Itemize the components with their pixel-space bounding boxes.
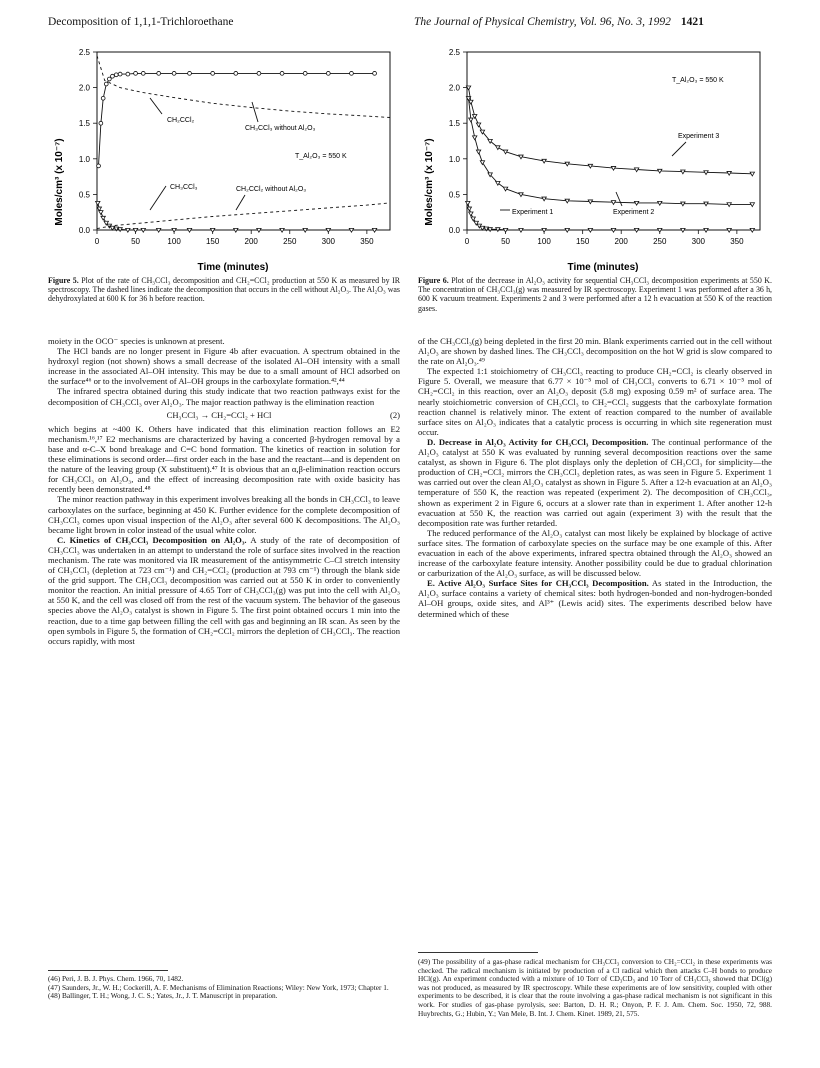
fig5-label-temp: T_Al₂O₃ = 550 K (295, 153, 347, 160)
section-d-body: The continual performance of the Al₂O₃ catalyst at 550 K was evaluated by running several decomposition reactions over the same catalyst, as shown in Figure 6. The plot displays only the depletion of CH₃CCl₃ for simplicity—the production of CH₂=CCl₂ mirrors the CH₃CCl₃ depletion rates, as was seen in Figure 5. Experiment 1 was carried out over the clean Al₂O₃ catalyst as shown in Figure 5. After a 12-h evacuation at an Al₂O₃ temperature of 550 K, the reaction was repeated (experiment 2). The decomposition of CH₃CCl₃, shown as experiment 2 in Figure 6, occurs at a slower rate than in experiment 1. After another 12-h evacuation at 550 K, the reaction was carried out again (experiment 3) with the result that the decomposition rate was further retarded. (418, 436, 772, 528)
section-e-heading: E. Active Al₂O₃ Surface Sites for CH₃CCl₃ Decomposition. (427, 578, 649, 589)
page-number: 1421 (680, 16, 704, 28)
fig6-series-1-line (469, 98, 753, 204)
fig6-series-0-point (658, 228, 662, 232)
fig6-series-0-point (634, 228, 638, 232)
fig5-series-0-point (111, 74, 115, 78)
fig6-label-exp1: Experiment 1 (512, 209, 554, 216)
fig6-x-tick-label: 0 (464, 237, 470, 246)
fig5-series-1-point (99, 211, 103, 215)
fig6-series-1-point (727, 203, 731, 207)
fig6-xlabel: Time (minutes) (567, 262, 639, 273)
fig5-series-1-point (126, 228, 130, 232)
fig5-series-0-point (350, 71, 354, 75)
fig6-series-2-point (611, 166, 615, 170)
fig5-series-1-point (349, 228, 353, 232)
fig6-series-1-point (750, 203, 754, 207)
fig5-series-0-point (97, 164, 101, 168)
fig6-x-tick-label: 250 (653, 237, 667, 246)
fig5-series-1-line (98, 203, 375, 230)
fig5-series-1-point (187, 228, 191, 232)
fig6-series-2-point (519, 155, 523, 159)
fig6-x-tick-label: 200 (614, 237, 628, 246)
fig5-series-0-point (114, 73, 118, 77)
right-paragraph-1: of the CH₃CCl₃(g) being depleted in the first 20 min. Blank experiments carried out in the cell without Al₂O₃ are shown by dashed lines. The CH₃CCl₃ decomposition on the hot W grid is slow compared to the rate on Al₂O₃.⁴⁹ (418, 336, 772, 367)
section-e (418, 578, 772, 618)
fig5-series-1-point (280, 228, 284, 232)
fig6-series-1-point (469, 118, 473, 122)
fig5-x-tick-label: 350 (360, 237, 374, 246)
fig5-series-0-point (188, 71, 192, 75)
fig5-series-0-point (107, 77, 111, 81)
section-e-body: As stated in the Introduction, the Al₂O₃ surface contains a variety of chemical sites: both hydrogen-bonded and non-hydrogen-bonded Al–OH groups, oxide sites, and Al³⁺ (Lewis acid) sites. The experiments described below have determined which of these (418, 578, 772, 619)
fig5-y-tick-label: 0.5 (78, 190, 90, 200)
left-paragraph-5: The minor reaction pathway in this experiment involves breaking all the bonds in CH₃CCl₃ to leave carboxylates on the surface, beginning at 450 K. Further evidence for the complete decomposition of CH₃CCl₃ comes upon visual inspection of the Al₂O₃ after several 600 K decompositions. The Al₂O₃ became light brown in color instead of the usual white color. (48, 494, 400, 535)
fig5-y-tick-label: 1.0 (78, 154, 90, 164)
fig6-series-2-point (542, 159, 546, 163)
fig5-series-0-point (326, 71, 330, 75)
fig6-series-1-point (681, 202, 685, 206)
fig5-series-0-point (126, 72, 130, 76)
fig6-x-tick-label: 300 (691, 237, 705, 246)
fig6-series-0-point (496, 228, 500, 232)
fig6-series-0-point (469, 212, 473, 216)
footnote-48: (48) Ballinger, T. H.; Wong, J. C. S.; Yates, Jr., J. T. Manuscript in preparation. (48, 991, 278, 1001)
fig5-label-ch2ccl2-without: CH₂CCl₂ without Al₂O₃ (236, 186, 307, 193)
journal-citation: The Journal of Physical Chemistry, Vol. 96, No. 3, 1992 (414, 16, 671, 28)
fig5-caption-text: Plot of the rate of CH₃CCl₃ decomposition and CH₂=CCl₂ production at 550 K as measured by IR spectroscopy. The dashed lines indicate the decomposition that occurs in the cell without Al₂O₃. The Al₂O₃ was dehydroxylated at 600 K for 36 h before reaction. (48, 276, 401, 304)
left-paragraph-2: The HCl bands are no longer present in Figure 4b after evacuation. A spectrum obtained in the hydroxyl region (not shown) shows a small decrease of the isolated Al–OH intensity with a small increase in the associated Al–OH intensity. This may be due to a small amount of HCl adsorbed on the surface⁴⁶ or to the involvement of Al–OH groups in the carboxylate formation.⁴²,⁴⁴ (48, 346, 400, 387)
fig6-caption-text: Plot of the decrease in Al₂O₃ activity for sequential CH₃CCl₃ decomposition experiments at 550 K. The concentration of CH₃CCl₃(g) was measured by IR spectroscopy. Experiment 1 was performed after a 36 h, 600 K vacuum treatment. Experiments 2 and 3 were performed after a 12 h evacuation at 550 K of the reaction gases. (418, 276, 772, 313)
figure-5-chart (40, 42, 400, 277)
fig5-x-tick-label: 300 (321, 237, 335, 246)
footnotes-right (418, 958, 772, 1018)
fig6-series-2-point (750, 172, 754, 176)
fig6-arrow-exp2 (616, 192, 622, 206)
fig5-series-0-point (101, 96, 105, 100)
fig5-arrow-ch2ccl2-without (236, 195, 245, 210)
fig5-arrow-ch3ccl3 (150, 186, 166, 210)
section-c (48, 535, 400, 646)
right-paragraph-2: The expected 1:1 stoichiometry of CH₃CCl₃ reacting to produce CH₂=CCl₂ is clearly observed in Figure 5. Overall, we measure that 6.77 × 10⁻⁵ mol of CH₃CCl₃ converts to 6.71 × 10⁻⁵ mol of CH₂=CCl₂ in this reaction, over an Al₂O₃ deposit (5.8 mg) exposing 0.59 m² of surface area. The nearly stoichiometric conversion of CH₃CCl₃ to CH₂=CCl₂ suggests that the carboxylate formation reaction channel is relatively minor. The extent of reaction compared to the number of available surface sites on Al₂O₃ indicates that a catalytic process is occurring in which site regeneration must occur. (418, 366, 772, 437)
running-header-title: Decomposition of 1,1,1-Trichloroethane (48, 16, 234, 28)
fig6-series-0-point (611, 228, 615, 232)
fig6-series-2-point (476, 123, 480, 127)
fig5-plot-frame (97, 52, 390, 230)
fig5-y-tick-label: 2.5 (78, 48, 90, 57)
fig6-x-tick-label: 350 (730, 237, 744, 246)
fig5-ylabel: Moles/cm³ (x 10⁻⁷) (54, 138, 65, 226)
footnotes-left (48, 975, 400, 1001)
right-paragraph-3: The reduced performance of the Al₂O₃ catalyst can most likely be explained by blockage of active surface sites. The formation of carboxylate species on the surface may be one example of this. After evacuation in each of the above experiments, infrared spectra obtained through the Al₂O₃ showed an increase of the carboxylate feature intensity. Another possibility could be due to gradual chlorination or carburization of the Al₂O₃ surface, as will be discussed below. (418, 527, 772, 579)
fig5-series-0-point (257, 71, 261, 75)
fig6-series-0-point (681, 228, 685, 232)
fig5-x-tick-label: 50 (131, 237, 141, 246)
fig5-caption-label: Figure 5. (48, 276, 79, 285)
journal-header (414, 16, 704, 28)
left-paragraph-1: moiety in the OCO⁻ species is unknown at present. (48, 336, 225, 346)
fig6-y-tick-label: 0.0 (448, 226, 460, 235)
left-text-column (48, 336, 400, 646)
fig5-series-0-point (172, 71, 176, 75)
fig6-series-1-point (480, 161, 484, 165)
fig5-arrow-ch3ccl3-without (252, 102, 258, 122)
fig6-series-0-point (467, 207, 471, 211)
fig6-series-2-point (496, 146, 500, 150)
fig6-y-tick-label: 1.0 (448, 154, 460, 164)
fig5-series-1-point (141, 228, 145, 232)
fig5-series-0-point (134, 71, 138, 75)
fig6-arrow-exp3 (672, 142, 686, 156)
fig5-x-tick-label: 200 (244, 237, 258, 246)
fig5-arrow-ch2ccl2 (150, 98, 162, 114)
fig5-series-1-point (133, 228, 137, 232)
footnote-47: (47) Saunders, Jr., W. H.; Cockerill, A. F. Mechanisms of Elimination Reactions; Wiley: New York, 1973; Chapter 1. (48, 982, 389, 992)
section-d (418, 437, 772, 528)
footnote-rule-right (418, 952, 538, 953)
fig6-series-0-point (704, 228, 708, 232)
fig5-series-1-point (257, 228, 261, 232)
fig6-y-tick-label: 2.5 (448, 48, 460, 57)
fig6-series-2-point (727, 171, 731, 175)
fig6-series-2-point (588, 164, 592, 168)
fig6-series-2-point (704, 171, 708, 175)
fig5-series-1-point (210, 228, 214, 232)
footnote-49: (49) The possibility of a gas-phase radical mechanism for CH₃CCl₃ conversion to CH₂=CCl₂ in these experiments was checked. The radical mechanism is initiated by production of a Cl radical which then attacks C–H bonds to produce HCl(g). An experiment conducted with a mixture of 10 Torr of CD₃CD₃ and 10 Torr of CH₃CCl₃ showed that DCl(g) was not produced, as measured by IR spectroscopy. While these experiments are of low sensitivity, coupled with other experiments to be described, it is clear that the route involving a gas-phase radical mechanism is not significant in this work. For studies of gas-phase pyrolysis, see: Barton, D. H. R.; Onyon, P. F. J. Am. Chem. Soc. 1950, 72, 988. Huybrechts, G.; Hubin, Y.; Van Mele, B. Int. J. Chem. Kinet. 1989, 21, 575. (418, 957, 772, 1018)
fig6-series-0-point (588, 228, 592, 232)
fig6-series-1-point (565, 199, 569, 203)
fig6-series-1-point (634, 201, 638, 205)
fig6-series-1-point (542, 197, 546, 201)
fig6-series-1-point (519, 193, 523, 197)
fig6-label-temp: T_Al₂O₃ = 550 K (672, 77, 724, 84)
left-paragraph-3: The infrared spectra obtained during this study indicate that two reaction pathways exist for the decomposition of CH₃CCl₃ over Al₂O₃. The major reaction pathway is the elimination reaction (48, 386, 400, 407)
fig6-series-2-point (503, 150, 507, 154)
fig6-y-tick-label: 1.5 (448, 119, 460, 129)
fig5-series-0-point (118, 72, 122, 76)
fig6-series-0-point (750, 228, 754, 232)
fig5-y-tick-label: 2.0 (78, 83, 90, 93)
fig5-series-0-point (373, 71, 377, 75)
section-d-heading: D. Decrease in Al₂O₃ Activity for CH₃CCl₃ Decomposition. (427, 436, 649, 447)
fig5-series-0-point (99, 121, 103, 125)
fig6-series-0-point (466, 201, 470, 205)
left-paragraph-4: which begins at ~400 K. Others have indicated that this elimination reaction follows an E2 mechanism.¹⁶,¹⁷ E2 mechanisms are characterized by having a concerted β-hydrogen removal by a base and α-C–X bond breakage and C=C bond formation. The kinetics of reaction in solution for these eliminations is second order—first order each in the base and the reactant—and is dependent on the nature of the leaving group (X substituent).⁴⁷ It is obvious that an α,β-elimination reaction occurs for CH₃CCl₃ on Al₂O₃, and the effect of increasing decomposition rate with oxide basicity has recently been demonstrated.⁴⁸ (48, 423, 400, 495)
figure-5-caption (48, 276, 400, 304)
fig6-x-tick-label: 150 (575, 237, 590, 246)
section-c-heading: C. Kinetics of CH₃CCl₃ Decomposition on Al₂O₃. (57, 534, 247, 545)
fig5-series-1-point (96, 201, 100, 205)
fig5-series-0-point (141, 71, 145, 75)
fig5-series-1-point (326, 228, 330, 232)
figure-6-caption (418, 276, 772, 313)
fig6-series-0-line (468, 203, 753, 230)
footnote-rule-left (48, 970, 168, 971)
fig5-label-ch2ccl2: CH₂CCl₂ (167, 117, 195, 124)
fig5-series-0-point (234, 71, 238, 75)
fig6-series-1-point (611, 201, 615, 205)
fig5-x-tick-label: 100 (167, 237, 181, 246)
fig6-series-1-point (503, 187, 507, 191)
figure-6-chart (410, 42, 770, 277)
fig5-series-1-point (372, 228, 376, 232)
fig6-y-tick-label: 2.0 (448, 83, 460, 93)
equation-number: (2) (389, 409, 400, 420)
fig6-series-2-point (565, 162, 569, 166)
equation-text: CH₃CCl₃ → CH₂=CCl₂ + HCl (166, 409, 272, 420)
fig5-series-0-point (211, 71, 215, 75)
fig5-series-0-point (280, 71, 284, 75)
fig6-series-0-point (519, 228, 523, 232)
fig5-label-ch3ccl3: CH₃CCl₃ (170, 184, 198, 191)
fig5-series-3-line (97, 203, 390, 229)
fig6-series-1-point (588, 200, 592, 204)
fig5-x-tick-label: 250 (283, 237, 297, 246)
footnote-46: (46) Peri, J. B. J. Phys. Chem. 1966, 70, 1482. (48, 974, 184, 983)
fig6-series-2-point (681, 170, 685, 174)
fig6-series-1-point (658, 201, 662, 205)
fig6-label-exp3: Experiment 3 (678, 133, 720, 140)
fig5-series-0-point (303, 71, 307, 75)
fig5-series-1-point (172, 228, 176, 232)
fig6-series-2-point (658, 169, 662, 173)
equation-2 (48, 410, 400, 420)
fig5-y-tick-label: 1.5 (78, 119, 90, 129)
fig6-series-2-line (469, 88, 753, 174)
fig6-series-2-point (634, 168, 638, 172)
fig6-series-1-point (704, 202, 708, 206)
fig5-y-tick-label: 0.0 (78, 226, 90, 235)
fig6-y-tick-label: 0.5 (448, 190, 460, 200)
fig5-series-1-point (118, 228, 122, 232)
fig5-x-tick-label: 0 (94, 237, 100, 246)
fig5-series-1-point (156, 228, 160, 232)
fig5-series-2-line (97, 56, 390, 118)
fig6-series-0-point (488, 228, 492, 232)
fig5-xlabel: Time (minutes) (197, 262, 269, 273)
fig5-series-1-point (234, 228, 238, 232)
fig5-x-tick-label: 150 (205, 237, 220, 246)
fig6-ylabel: Moles/cm³ (x 10⁻⁷) (424, 138, 435, 226)
fig6-label-exp2: Experiment 2 (613, 209, 655, 216)
fig5-series-1-point (303, 228, 307, 232)
fig6-series-0-point (503, 228, 507, 232)
fig6-x-tick-label: 100 (537, 237, 551, 246)
fig6-caption-label: Figure 6. (418, 276, 449, 285)
fig6-x-tick-label: 50 (501, 237, 511, 246)
fig5-series-0-point (157, 71, 161, 75)
fig5-series-0-point (104, 82, 108, 86)
fig6-series-0-point (542, 228, 546, 232)
fig6-series-0-point (727, 228, 731, 232)
right-text-column (418, 336, 772, 619)
fig6-series-0-point (565, 228, 569, 232)
fig5-label-ch3ccl3-without: CH₃CCl₃ without Al₂O₃ (245, 125, 316, 132)
section-c-body: A study of the rate of decomposition of CH₃CCl₃ was undertaken in an attempt to understand the role of surface sites involved in the reaction mechanism. The rate was monitored via IR measurement of the antisymmetric C–Cl stretch intensity of CH₃CCl₃ (depletion at 723 cm⁻¹) and CH₂=CCl₂ (production at 793 cm⁻¹) through the blank side of the grid support. The CH₃CCl₃ decomposition was carried out at 550 K in order to conveniently monitor the reaction. An initial pressure of 4.65 Torr of CH₃CCl₃(g) was put into the cell with Al₂O₃ at 550 K, and the cell was closed off from the rest of the vacuum system. The behavior of the gaseous species above the Al₂O₃ catalyst is shown in Figure 5. The first point obtained occurs 1 min into the reaction, due to a time gap between filling the cell with gas and beginning an IR scan. As seen by the open symbols in Figure 5, the formation of CH₂=CCl₂ mirrors the depletion of CH₃CCl₃. The reaction occurs rapidly, with most (48, 534, 400, 646)
fig6-series-1-point (473, 136, 477, 140)
fig6-series-1-point (476, 150, 480, 154)
